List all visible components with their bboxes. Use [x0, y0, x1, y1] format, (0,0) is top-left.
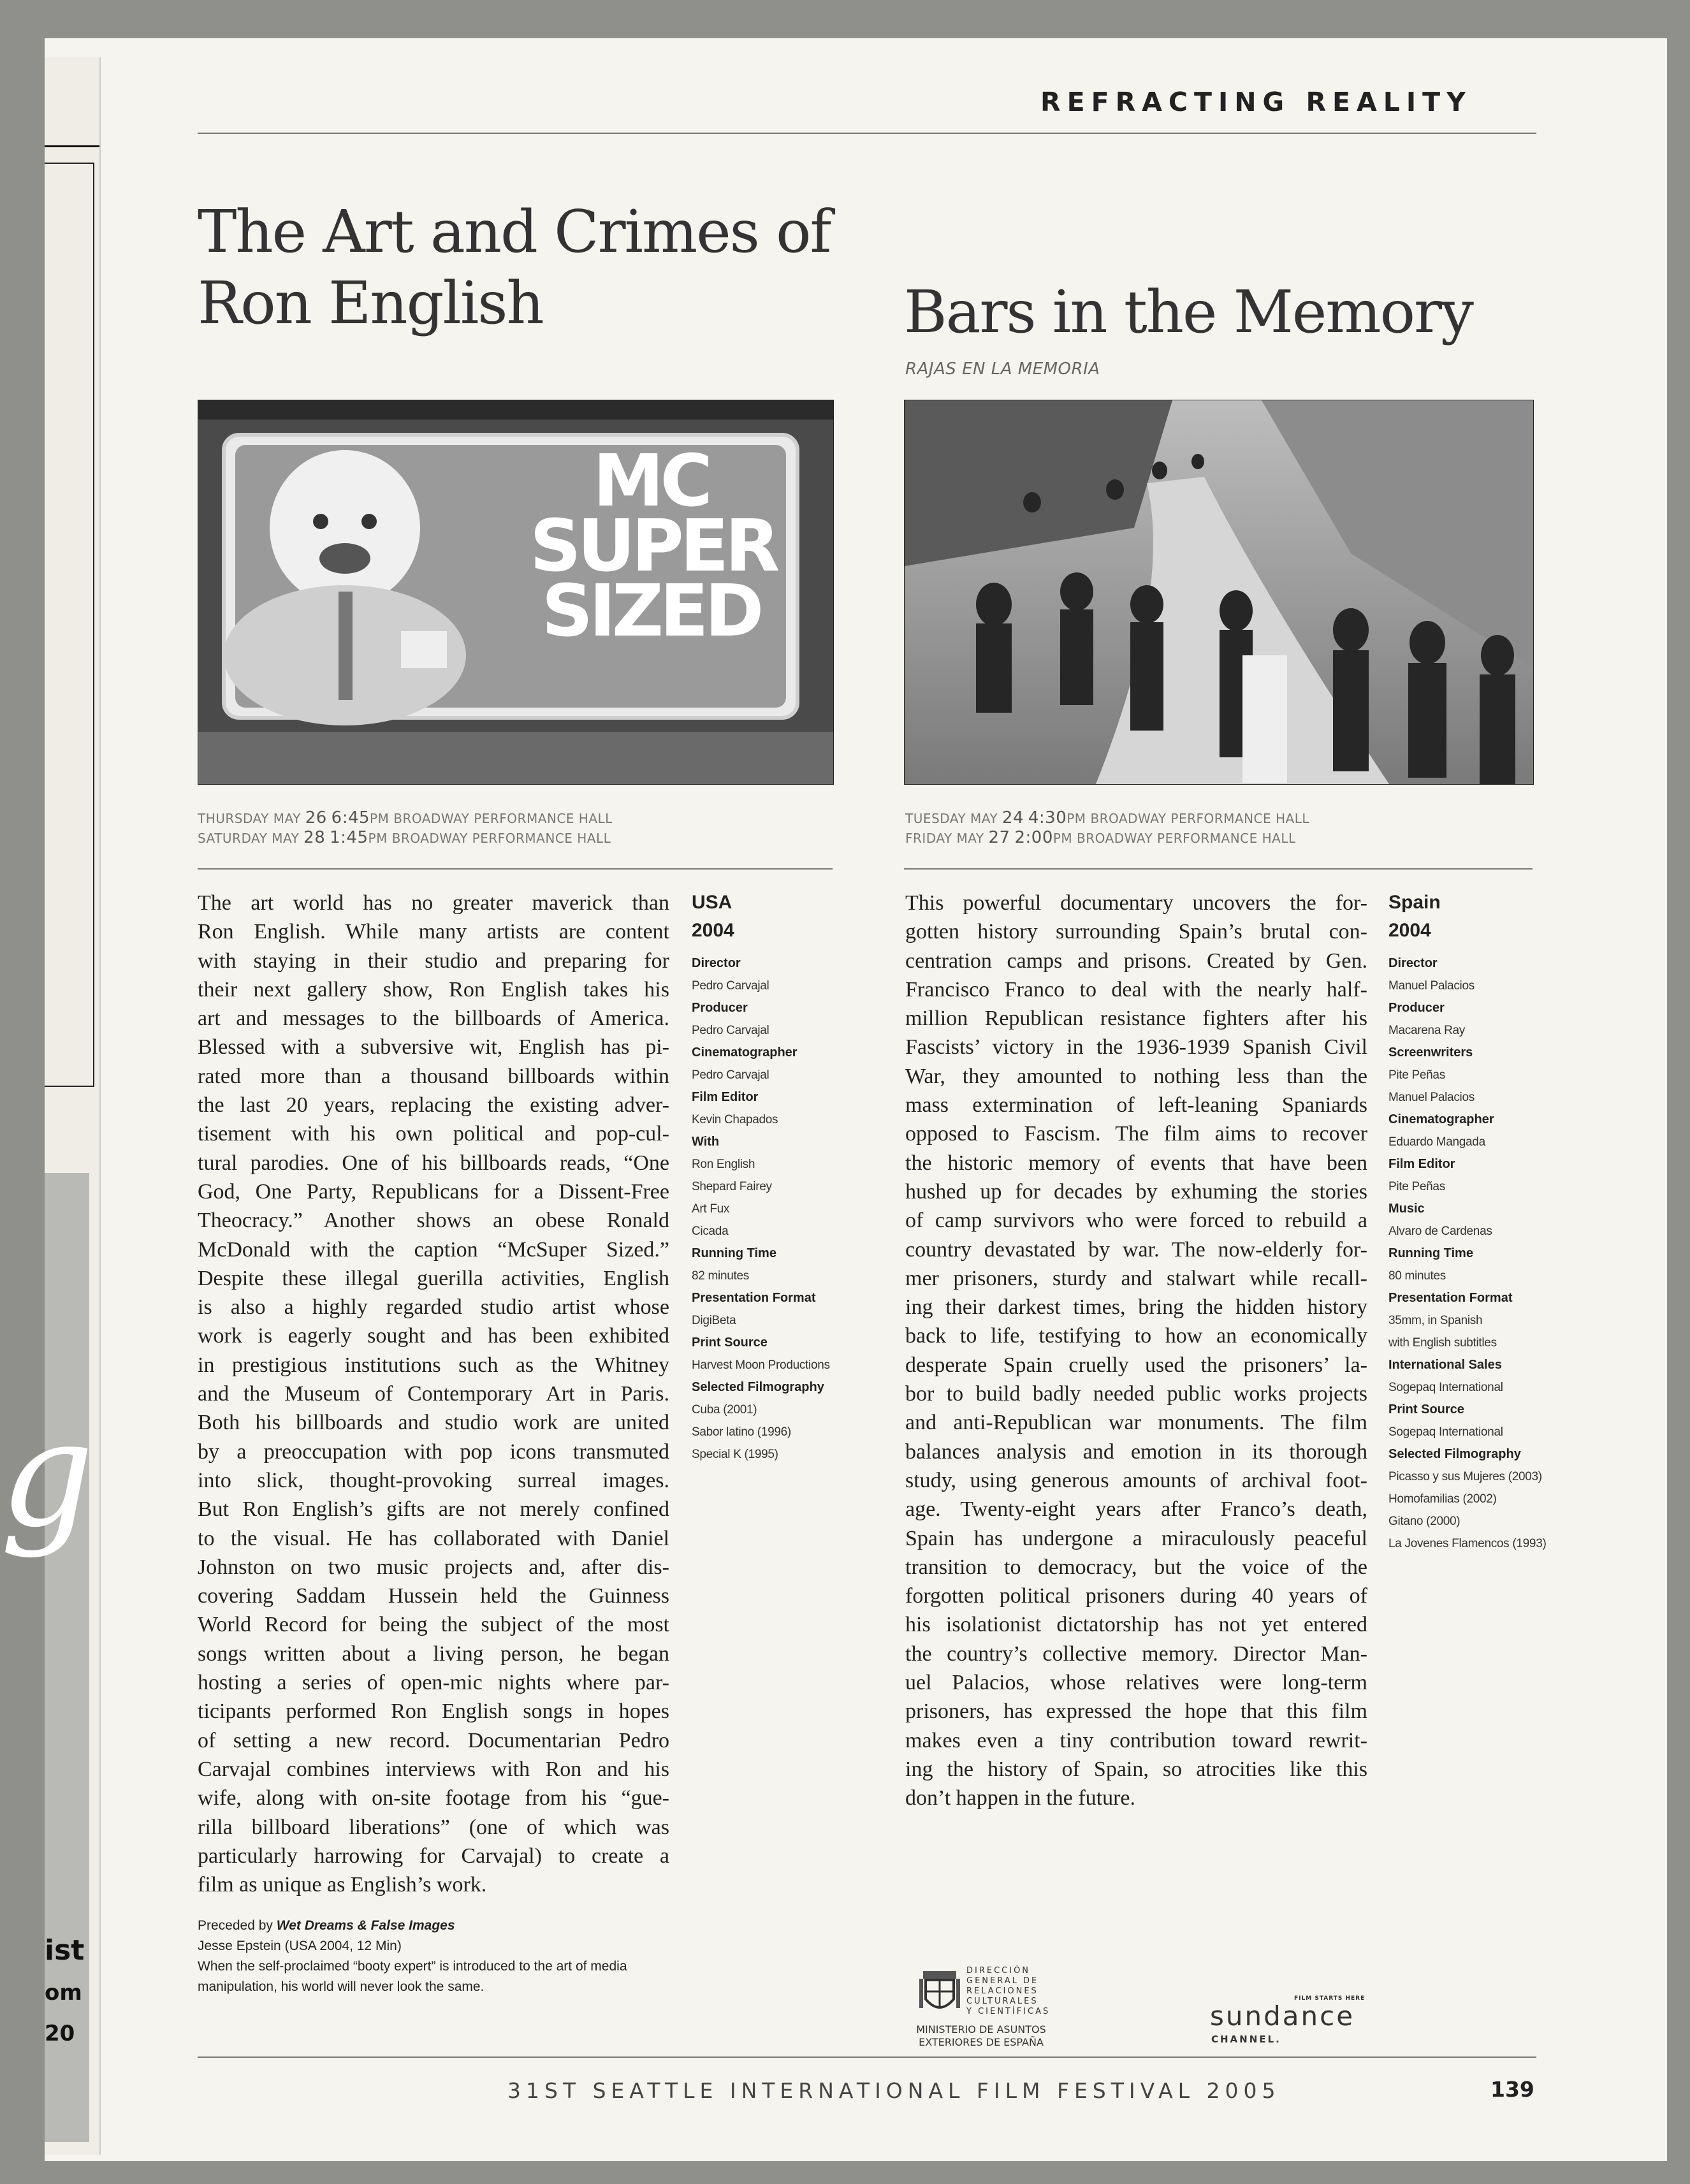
- film-2-still: [904, 400, 1534, 785]
- description-line: with staying in their studio and preparing for: [198, 949, 669, 973]
- credit-name: Harvest Moon Productions: [692, 1358, 830, 1372]
- credit-name: Manuel Palacios: [1388, 1091, 1475, 1104]
- credit-name: Sogepaq International: [1388, 1425, 1503, 1439]
- credit-role: Film Editor: [692, 1090, 759, 1104]
- description-line: of camp survivors who were forced to rebuild a: [905, 1209, 1367, 1233]
- ministry-line: GENERAL DE: [966, 1976, 1039, 1986]
- description-line: Despite these illegal guerilla activities, English: [198, 1266, 669, 1290]
- film-1-preceded-by: [198, 1916, 708, 1997]
- description-line: World Record for being the subject of the most: [198, 1613, 669, 1637]
- credit-name: DigiBeta: [692, 1314, 736, 1327]
- description-line: bor to build badly needed public works projects: [905, 1382, 1367, 1406]
- description-line: War, they amounted to nothing less than the: [905, 1064, 1367, 1088]
- description-line: rated more than a thousand billboards within: [198, 1064, 669, 1088]
- film-1-title-line1: The Art and Crimes of: [198, 198, 831, 266]
- credit-role: Director: [692, 956, 741, 970]
- showtime-date: 27: [988, 828, 1010, 847]
- footer-festival-name: 31ST SEATTLE INTERNATIONAL FILM FESTIVAL 2005: [507, 2078, 1281, 2103]
- description-line: tural parodies. One of his billboards reads, “One: [198, 1151, 669, 1175]
- credit-name: Pedro Carvajal: [692, 1024, 769, 1037]
- showtime-day: SATURDAY MAY: [198, 831, 300, 846]
- film-1-year: 2004: [692, 920, 734, 941]
- credit-role: International Sales: [1388, 1358, 1502, 1372]
- credit-name: 35mm, in Spanish: [1388, 1314, 1483, 1327]
- description-line: the country’s collective memory. Director Man-: [905, 1642, 1367, 1666]
- film-2-description-text: [905, 889, 1367, 1813]
- short-film-credit: Jesse Epstein (USA 2004, 12 Min): [198, 1939, 402, 1953]
- showtime-time: 4:30: [1028, 808, 1067, 827]
- description-line: hushed up for decades by exhuming the stories: [905, 1179, 1367, 1204]
- sundance-tagline: FILM STARTS HERE: [1294, 1995, 1366, 2002]
- showtime-ampm: PM: [368, 831, 388, 846]
- description-line: balances analysis and emotion in its thorough: [905, 1439, 1367, 1464]
- showtime-venue: BROADWAY PERFORMANCE HALL: [1090, 811, 1310, 826]
- description-line: in prestigious institutions such as the Whitney: [198, 1353, 669, 1377]
- credit-name: Ron English: [692, 1158, 755, 1171]
- credit-name: La Jovenes Flamencos (1993): [1388, 1537, 1547, 1550]
- ministry-directorate: [966, 1966, 1050, 2017]
- description-line: mass extermination of left-leaning Spaniards: [905, 1093, 1367, 1117]
- showtime-venue: BROADWAY PERFORMANCE HALL: [393, 811, 613, 826]
- ministry-line: CULTURALES: [966, 1997, 1038, 2006]
- film-2-credits: [1388, 889, 1547, 1555]
- description-line: McDonald with the caption “McSuper Sized.”: [198, 1237, 669, 1262]
- left-page-fragment-2: om: [45, 1980, 82, 2006]
- film-1-title: [198, 196, 867, 339]
- description-line: Fascists’ victory in the 1936-1939 Spanish Civil: [905, 1035, 1367, 1059]
- description-line: The art world has no greater maverick than: [198, 891, 669, 915]
- ministry-name-line: EXTERIORES DE ESPAÑA: [919, 2036, 1044, 2048]
- showtime: [905, 828, 1309, 848]
- page-number: 139: [1490, 2077, 1534, 2102]
- short-film-blurb: manipulation, his world will never look the same.: [198, 1979, 484, 1994]
- description-line: Theocracy.” Another shows an obese Ronald: [198, 1209, 669, 1233]
- showtime-time: 2:00: [1014, 828, 1053, 847]
- left-page-letter-graphic: g: [0, 1390, 94, 1560]
- description-line: Ron English. While many artists are content: [198, 920, 669, 944]
- description-line: desperate Spain cruelly used the prisoners’ la-: [905, 1353, 1367, 1377]
- credit-role: Director: [1388, 956, 1438, 970]
- description-line: is also a highly regarded studio artist whose: [198, 1295, 669, 1320]
- sundance-logo: [1210, 1995, 1376, 2053]
- film-1-description-text: [198, 889, 669, 1899]
- credit-name: Pedro Carvajal: [692, 1068, 769, 1082]
- credit-name: Kevin Chapados: [692, 1113, 778, 1126]
- description-line: God, One Party, Republicans for a Dissent-Free: [198, 1179, 669, 1204]
- description-line: million Republican resistance fighters after his: [905, 1007, 1367, 1031]
- credit-name: Macarena Ray: [1388, 1024, 1465, 1037]
- credit-role: Music: [1388, 1202, 1425, 1216]
- credit-role: Presentation Format: [692, 1291, 816, 1305]
- description-line: work is eagerly sought and has been exhibited: [198, 1324, 669, 1348]
- description-line: his isolationist dictatorship has not yet entered: [905, 1613, 1367, 1637]
- description-line: to the visual. He has collaborated with Daniel: [198, 1526, 669, 1550]
- description-line: by a preoccupation with pop icons transmuted: [198, 1439, 669, 1464]
- description-line: particularly harrowing for Carvajal) to create a: [198, 1844, 669, 1868]
- showtime-day: FRIDAY MAY: [905, 831, 984, 846]
- description-line: and the Museum of Contemporary Art in Paris.: [198, 1382, 669, 1406]
- credit-role: With: [692, 1135, 720, 1149]
- description-line: centration camps and prisons. Created by Gen.: [905, 949, 1367, 973]
- film-2-country: Spain: [1388, 892, 1441, 913]
- credit-name: Eduardo Mangada: [1388, 1135, 1485, 1149]
- description-line: film as unique as English’s work.: [198, 1873, 487, 1897]
- showtime-venue: BROADWAY PERFORMANCE HALL: [391, 831, 611, 846]
- film-1-credits: [692, 889, 832, 1466]
- credit-role: Print Source: [1388, 1402, 1464, 1416]
- description-line: covering Saddam Hussein held the Guinness: [198, 1584, 669, 1608]
- left-page-box: [45, 163, 94, 1087]
- section-header: REFRACTING REALITY: [1040, 87, 1472, 117]
- showtime-ampm: PM: [1067, 811, 1086, 826]
- credit-name: Alvaro de Cardenas: [1388, 1225, 1492, 1238]
- ministry-name-line: MINISTERIO DE ASUNTOS: [916, 2023, 1046, 2035]
- description-line: forgotten political prisoners during 40 years of: [905, 1584, 1367, 1608]
- sundance-channel: CHANNEL.: [1211, 2034, 1281, 2045]
- credit-name: Sogepaq International: [1388, 1381, 1503, 1394]
- film-1-description: [198, 889, 669, 1899]
- description-line: rilla billboard liberations” (one of which was: [198, 1815, 669, 1839]
- credit-name: 82 minutes: [692, 1269, 749, 1283]
- description-line: gotten history surrounding Spain’s brutal con-: [905, 920, 1367, 944]
- description-line: Carvajal combines interviews with Ron and his: [198, 1757, 669, 1781]
- description-line: makes even a tiny contribution toward rewrit-: [905, 1728, 1367, 1752]
- description-line: don’t happen in the future.: [905, 1786, 1136, 1810]
- header-rule: [198, 133, 1536, 134]
- description-line: art and messages to the billboards of America.: [198, 1007, 669, 1031]
- credit-name: Pite Peñas: [1388, 1068, 1445, 1082]
- credit-role: Film Editor: [1388, 1157, 1455, 1171]
- description-line: prisoners, has expressed the hope that this film: [905, 1700, 1367, 1724]
- credit-role: Producer: [692, 1001, 748, 1015]
- credit-name: Sabor latino (1996): [692, 1425, 791, 1439]
- left-page-edge: [0, 57, 101, 2155]
- description-line: ing their darkest times, bring the hidden history: [905, 1295, 1367, 1320]
- billboard-line: SUPER: [530, 505, 776, 588]
- ministry-line: DIRECCIÓN: [966, 1966, 1031, 1976]
- credit-role: Screenwriters: [1388, 1045, 1473, 1059]
- credit-role: Running Time: [692, 1246, 776, 1260]
- film-1-title-line2: Ron English: [198, 269, 543, 337]
- showtime-ampm: PM: [1053, 831, 1073, 846]
- credit-name: Homofamilias (2002): [1388, 1492, 1497, 1506]
- coat-of-arms-icon: [919, 1969, 960, 2017]
- credit-name: Gitano (2000): [1388, 1515, 1461, 1528]
- description-line: This powerful documentary uncovers the for-: [905, 891, 1367, 915]
- film-2-divider: [904, 868, 1533, 870]
- showtime-day: TUESDAY MAY: [905, 811, 998, 826]
- description-line: Both his billboards and studio work are united: [198, 1411, 669, 1435]
- sundance-name: sundance: [1210, 2000, 1355, 2032]
- description-line: ing the history of Spain, so atrocities like this: [905, 1757, 1367, 1781]
- credit-name: Art Fux: [692, 1202, 730, 1216]
- film-2-original-title: RAJAS EN LA MEMORIA: [905, 360, 1100, 379]
- credit-role: Print Source: [692, 1336, 768, 1350]
- description-line: Johnston on two music projects and, after dis-: [198, 1555, 669, 1579]
- showtime-venue: BROADWAY PERFORMANCE HALL: [1077, 831, 1296, 846]
- credit-name: Pite Peñas: [1388, 1180, 1445, 1193]
- showtime-ampm: PM: [370, 811, 390, 826]
- credit-role: Producer: [1388, 1001, 1445, 1015]
- credit-name: 80 minutes: [1388, 1269, 1446, 1283]
- description-line: hosting a series of open-mic nights where par-: [198, 1671, 669, 1695]
- description-line: But Ron English’s gifts are not merely confined: [198, 1497, 669, 1522]
- description-line: Spain has undergone a miraculously peaceful: [905, 1526, 1367, 1550]
- short-film-title: Wet Dreams & False Images: [276, 1918, 455, 1933]
- description-line: wife, along with on-site footage from his “gue-: [198, 1786, 669, 1810]
- film-2-description: [905, 889, 1367, 1813]
- film-2-credit-list: [1388, 952, 1547, 1555]
- credit-role: Presentation Format: [1388, 1291, 1513, 1305]
- film-2-year: 2004: [1388, 920, 1431, 941]
- credit-name: Special K (1995): [692, 1448, 778, 1461]
- film-1-country: USA: [692, 892, 732, 913]
- film-1-divider: [198, 868, 833, 870]
- credit-name: Picasso y sus Mujeres (2003): [1388, 1470, 1542, 1483]
- showtime-time: 1:45: [330, 828, 368, 847]
- film-1-credit-list: [692, 952, 832, 1466]
- credit-role: Selected Filmography: [1388, 1447, 1521, 1461]
- left-page-rule: [45, 145, 99, 147]
- film-1-billboard-text: [530, 440, 776, 653]
- film-1-showtimes: [198, 808, 613, 848]
- description-line: Blessed with a subversive wit, English has pi-: [198, 1035, 669, 1059]
- description-line: ticipants performed Ron English songs in hopes: [198, 1700, 669, 1724]
- showtime-date: 28: [303, 828, 326, 847]
- description-line: of setting a new record. Documentarian Pedro: [198, 1728, 669, 1752]
- description-line: tisement with his own political and pop-cul-: [198, 1122, 669, 1146]
- film-2-title: Bars in the Memory: [904, 278, 1473, 346]
- ministry-name: [908, 2023, 1054, 2049]
- showtime-date: 24: [1002, 808, 1024, 827]
- credit-name: with English subtitles: [1388, 1336, 1497, 1350]
- ministry-logo: [908, 1962, 1099, 2083]
- credit-name: Shepard Fairey: [692, 1180, 772, 1193]
- credit-role: Selected Filmography: [692, 1380, 824, 1394]
- showtime: [198, 808, 613, 828]
- showtime: [198, 828, 613, 848]
- description-line: the historic memory of events that have been: [905, 1151, 1367, 1175]
- preceded-prefix: Preceded by: [198, 1918, 273, 1933]
- showtime-date: 26: [305, 808, 327, 827]
- credit-name: Pedro Carvajal: [692, 979, 769, 993]
- footer-rule: [198, 2057, 1536, 2058]
- billboard-line: SIZED: [541, 570, 761, 653]
- left-page-fragment-3: 20: [45, 2021, 75, 2046]
- description-line: age. Twenty-eight years after Franco’s death,: [905, 1497, 1367, 1522]
- magazine-page: [0, 38, 1667, 2161]
- description-line: transition to democracy, but the voice of the: [905, 1555, 1367, 1579]
- left-page-fragment-1: ist: [45, 1934, 85, 1967]
- film-2-still-illustration: [905, 400, 1533, 784]
- showtime-day: THURSDAY MAY: [198, 811, 301, 826]
- description-line: the last 20 years, replacing the existing adver-: [198, 1093, 669, 1117]
- credit-name: Cicada: [692, 1225, 729, 1238]
- film-1-still: [198, 400, 834, 785]
- description-line: and anti-Republican war monuments. The film: [905, 1411, 1367, 1435]
- credit-role: Cinematographer: [692, 1045, 798, 1059]
- showtime: [905, 808, 1309, 828]
- credit-name: Manuel Palacios: [1388, 979, 1475, 993]
- description-line: opposed to Fascism. The film aims to recover: [905, 1122, 1367, 1146]
- credit-role: Cinematographer: [1388, 1112, 1494, 1126]
- film-2-showtimes: [905, 808, 1309, 848]
- description-line: mer prisoners, sturdy and stalwart while recall-: [905, 1266, 1367, 1290]
- short-film-blurb: When the self-proclaimed “booty expert” is introduced to the art of media: [198, 1959, 627, 1974]
- ministry-line: RELACIONES: [966, 1986, 1038, 1996]
- billboard-line: MC: [593, 440, 709, 523]
- ministry-line: Y CIENTÍFICAS: [966, 2007, 1051, 2016]
- description-line: study, using generous amounts of archival foot-: [905, 1468, 1367, 1492]
- description-line: back to life, testifying to how an economically: [905, 1324, 1367, 1348]
- description-line: uel Palacios, whose relatives were long-term: [905, 1671, 1367, 1695]
- description-line: songs written about a living person, he began: [198, 1642, 669, 1666]
- showtime-time: 6:45: [331, 808, 370, 827]
- credit-role: Running Time: [1388, 1246, 1473, 1260]
- credit-name: Cuba (2001): [692, 1403, 757, 1416]
- description-line: country devastated by war. The now-elderly for-: [905, 1237, 1367, 1262]
- description-line: their next gallery show, Ron English takes his: [198, 977, 669, 1001]
- description-line: into slick, thought-provoking surreal images.: [198, 1468, 669, 1492]
- description-line: Francisco Franco to deal with the nearly half-: [905, 977, 1367, 1001]
